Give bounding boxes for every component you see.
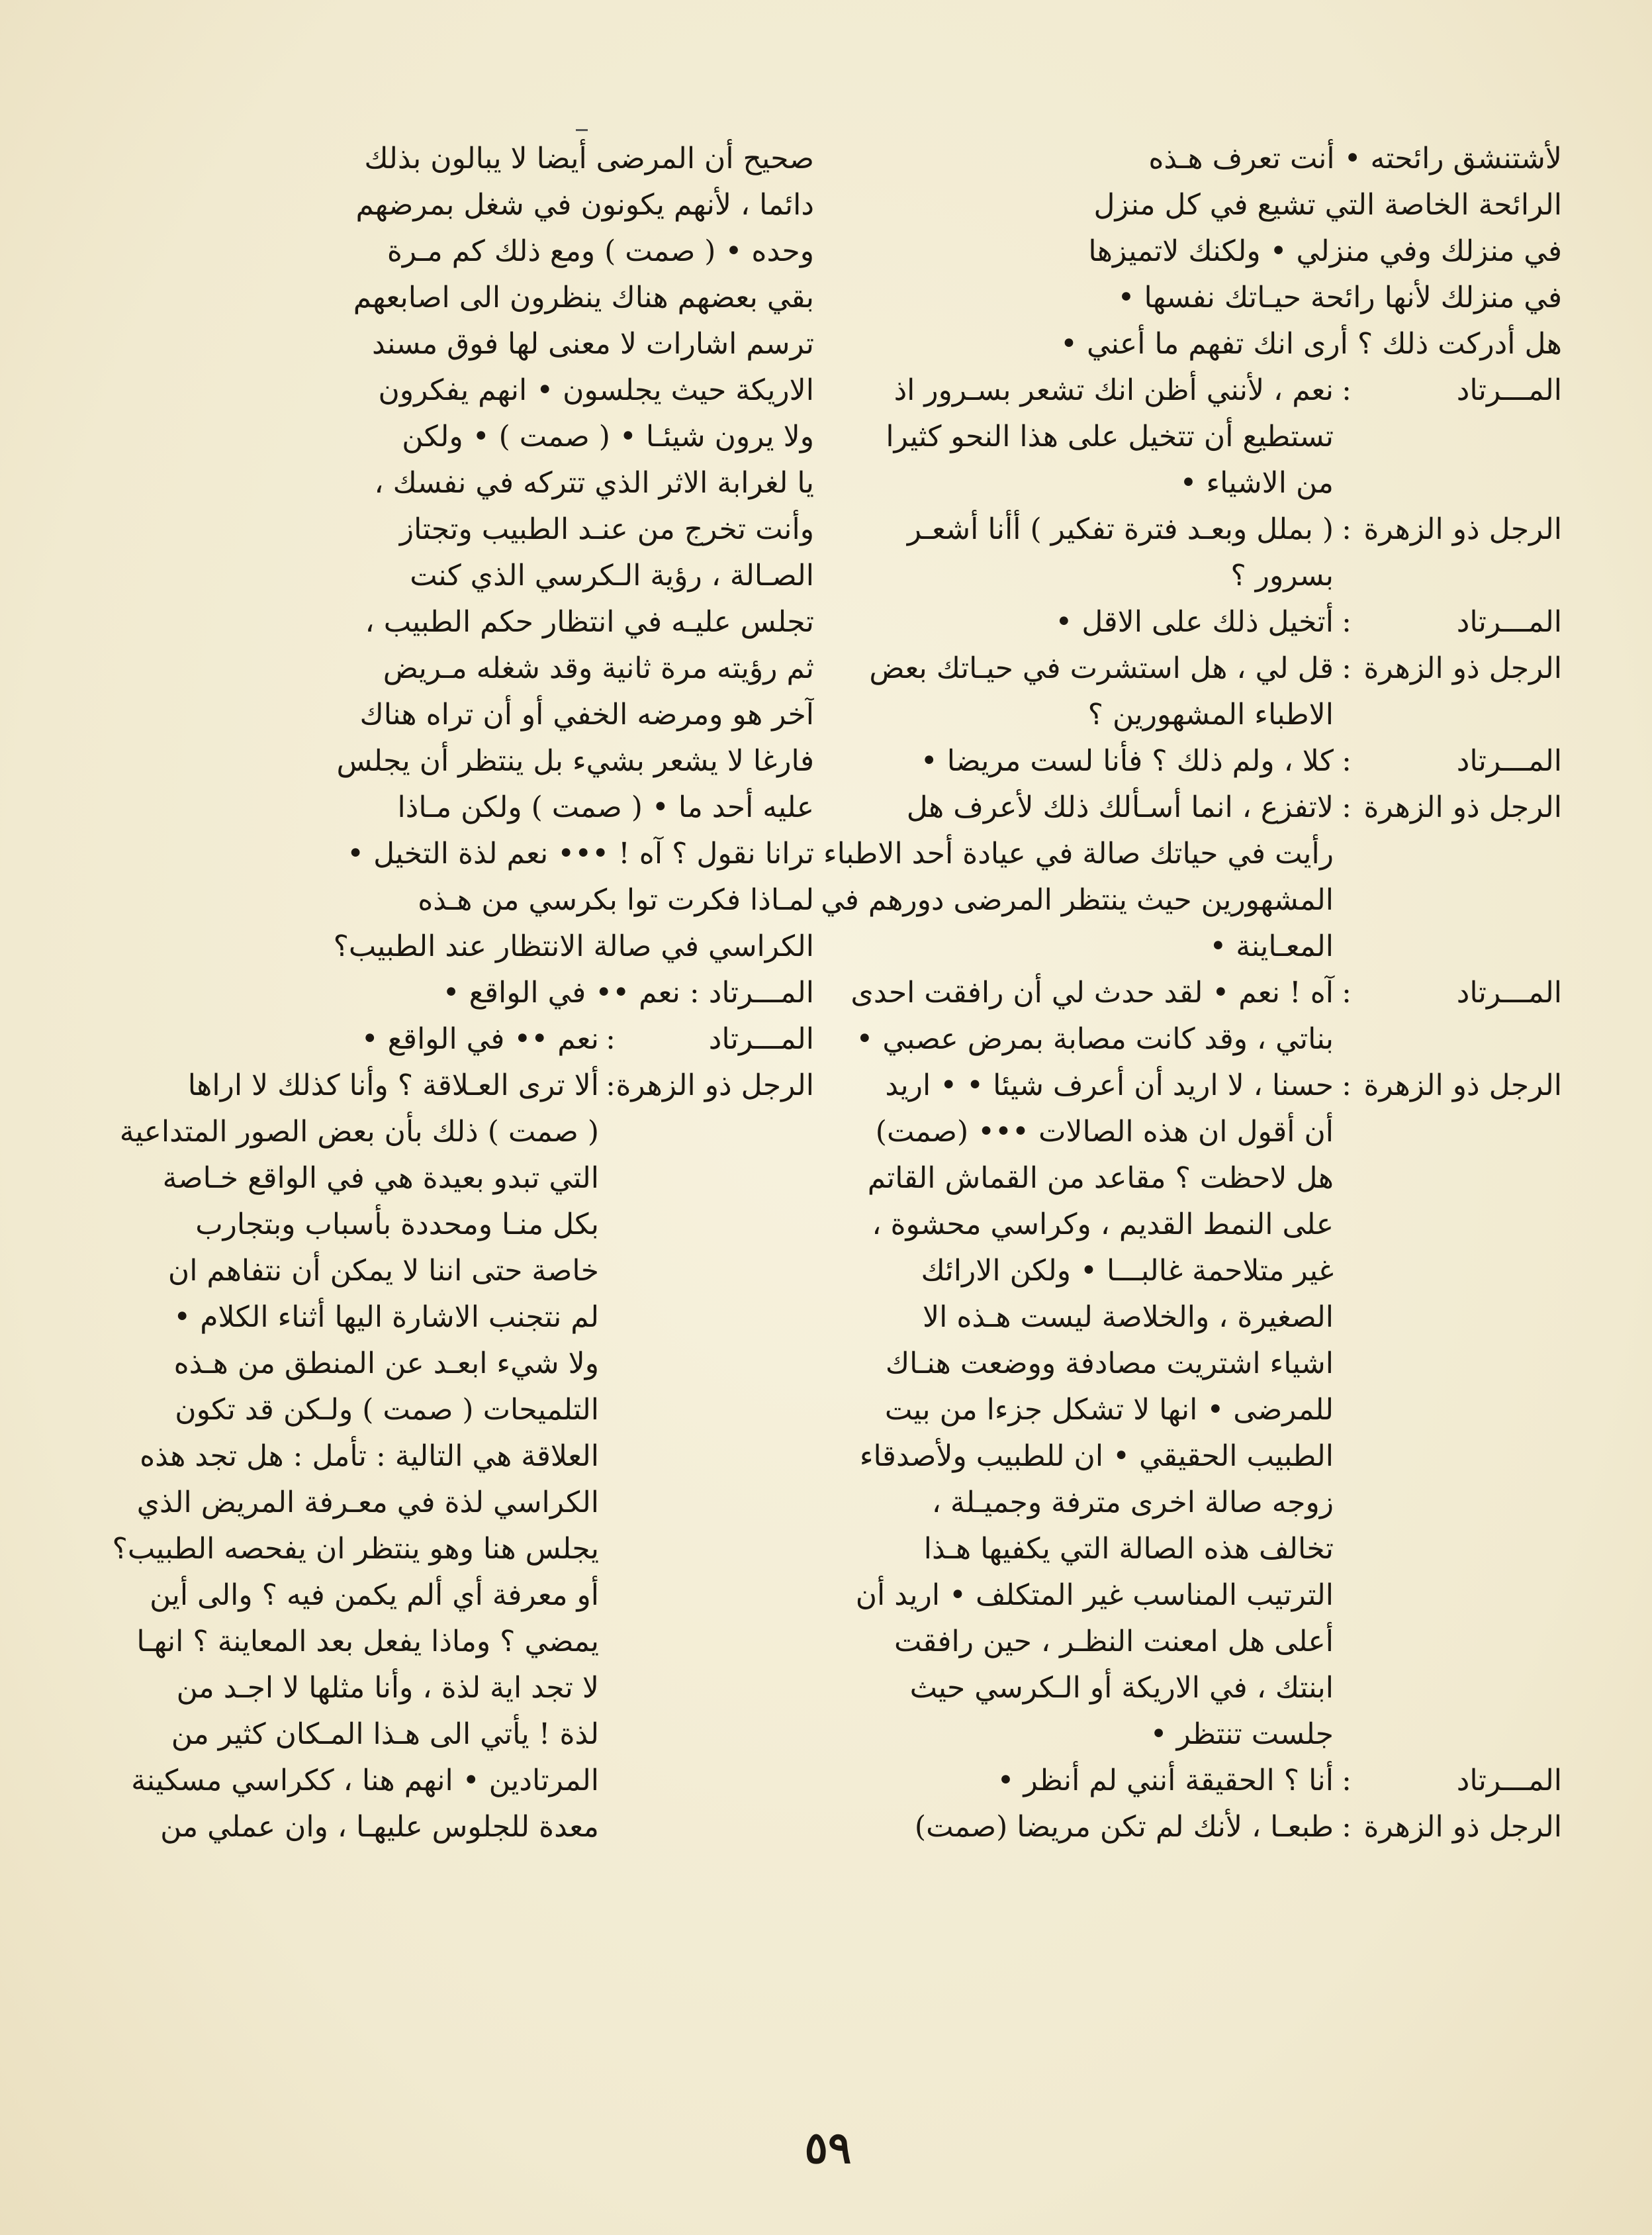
text-line: في منزلك لأنها رائحة حيـاتك نفسها • xyxy=(1117,281,1562,314)
text-line: المـــرتاد : نعم •• في الواقع • xyxy=(442,976,814,1010)
text-line: تجلس عليـه في انتظار حكم الطبيب ، xyxy=(365,605,814,639)
utterance-text: آه ! نعم • لقد حدث لي أن رافقت احدى xyxy=(850,976,1334,1010)
text-line: وحده • ( صمت ) ومع ذلك كم مـرة xyxy=(387,234,814,268)
text-line: ترسم اشارات لا معنى لها فوق مسند xyxy=(371,327,814,361)
text-line: عليه أحد ما • ( صمت ) ولكن مـاذا xyxy=(397,790,814,824)
text-line: الكراسي في صالة الانتظار عند الطبيب؟ xyxy=(333,929,814,963)
dialogue-line xyxy=(821,785,1562,831)
speaker-name: المـــرتاد xyxy=(1456,976,1562,1010)
text-line: ولا يرون شيئـا • ( صمت ) • ولكن xyxy=(402,420,814,453)
dialogue-line xyxy=(821,1804,1562,1850)
utterance-continuation: الكراسي لذة في معـرفة المريض الذي xyxy=(136,1486,599,1519)
utterance-continuation: تستطيع أن تتخيل على هذا النحو كثيرا xyxy=(886,420,1334,453)
utterance-continuation: لا تجد اية لذة ، وأنا مثلها لا اجـد من xyxy=(176,1671,599,1705)
utterance-text: نعم •• في الواقع • xyxy=(361,1022,599,1056)
utterance-continuation: اشياء اشتريت مصادفة ووضعت هنـاك xyxy=(885,1347,1334,1380)
utterance-continuation: المعـاينة • xyxy=(1209,929,1334,963)
utterance-text: ( بملل وبعـد فترة تفكير ) أأنا أشعـر xyxy=(907,512,1334,546)
utterance-text: كلا ، ولم ذلك ؟ فأنا لست مريضا • xyxy=(920,744,1334,778)
utterance-continuation: رأيت في حياتك صالة في عيادة أحد الاطباء xyxy=(823,837,1334,871)
speaker-separator: : xyxy=(1342,744,1352,778)
dialogue-line xyxy=(821,1063,1562,1109)
utterance-continuation: معدة للجلوس عليهـا ، وان عملي من xyxy=(160,1810,599,1844)
speaker-separator: : xyxy=(606,1022,616,1056)
utterance-continuation: التلميحات ( صمت ) ولـكن قد تكون xyxy=(175,1393,599,1427)
text-line: الصـالة ، رؤية الـكرسي الذي كنت xyxy=(410,559,814,593)
utterance-text: ألا ترى العـلاقة ؟ وأنا كذلك لا اراها xyxy=(187,1069,599,1102)
utterance-continuation: أن أقول ان هذه الصالات ••• (صمت) xyxy=(875,1115,1334,1149)
utterance-continuation: تخالف هذه الصالة التي يكفيها هـذا xyxy=(923,1532,1334,1566)
utterance-continuation: بناتي ، وقد كانت مصابة بمرض عصبي • xyxy=(856,1022,1334,1056)
speaker-separator: : xyxy=(1342,373,1352,407)
top-mark xyxy=(576,129,588,131)
utterance-text: طبعـا ، لأنك لم تكن مريضا (صمت) xyxy=(914,1810,1334,1844)
text-line: بقي بعضهم هناك ينظرون الى اصابعهم xyxy=(353,281,814,314)
speaker-separator: : xyxy=(1342,1764,1352,1797)
utterance-continuation: للمرضى • انها لا تشكل جزءا من بيت xyxy=(884,1393,1334,1427)
utterance-continuation: من الاشياء • xyxy=(1179,466,1334,500)
right-column xyxy=(821,136,1562,1850)
text-line: الاريكة حيث يجلسون • انهم يفكرون xyxy=(378,373,814,407)
utterance-continuation: غير متلاحمة غالبـــا • ولكن الارائك xyxy=(921,1254,1334,1288)
utterance-continuation: يجلس هنا وهو ينتظر ان يفحصه الطبيب؟ xyxy=(112,1532,599,1566)
dialogue-line xyxy=(86,1063,814,1109)
speaker-name: المـــرتاد xyxy=(1456,373,1562,407)
text-line: الرائحة الخاصة التي تشيع في كل منزل xyxy=(1093,188,1562,222)
utterance-continuation: المرتادين • انهم هنا ، ككراسي مسكينة xyxy=(131,1764,599,1797)
speaker-name: المـــرتاد xyxy=(1456,605,1562,639)
utterance-text: أتخيل ذلك على الاقل • xyxy=(1055,605,1334,639)
utterance-continuation: المشهورين حيث ينتظر المرضى دورهم في xyxy=(821,883,1334,917)
utterance-continuation: الترتيب المناسب غير المتكلف • اريد أن xyxy=(855,1578,1334,1612)
left-column xyxy=(86,136,814,1850)
speaker-name: المـــرتاد xyxy=(708,1022,814,1056)
utterance-continuation: يمضي ؟ وماذا يفعل بعد المعاينة ؟ انهـا xyxy=(136,1625,599,1658)
utterance-text: أنا ؟ الحقيقة أنني لم أنظر • xyxy=(997,1764,1334,1797)
page-number: ٥٩ xyxy=(804,2122,852,2173)
text-line: وأنت تخرج من عنـد الطبيب وتجتاز xyxy=(399,512,814,546)
speaker-name: الرجل ذو الزهرة xyxy=(1363,512,1562,546)
utterance-continuation: على النمط القديم ، وكراسي محشوة ، xyxy=(872,1208,1334,1241)
text-line: فارغا لا يشعر بشيء بل ينتظر أن يجلس xyxy=(336,744,814,778)
text-line: في منزلك وفي منزلي • ولكنك لاتميزها xyxy=(1088,234,1562,268)
speaker-separator: : xyxy=(1342,790,1352,824)
speaker-name: الرجل ذو الزهرة xyxy=(1363,1069,1562,1102)
dialogue-line xyxy=(821,970,1562,1016)
utterance-continuation: لذة ! يأتي الى هـذا المـكان كثير من xyxy=(171,1717,599,1751)
dialogue-line xyxy=(821,738,1562,785)
dialogue-line xyxy=(86,1016,814,1063)
utterance-text: حسنا ، لا اريد أن أعرف شيئا • • اريد xyxy=(885,1069,1334,1102)
text-line: صحيح أن المرضى أيضا لا يبالون بذلك xyxy=(364,142,814,175)
dialogue-line xyxy=(821,645,1562,692)
utterance-continuation: بكل منـا ومحددة بأسباب وبتجارب xyxy=(195,1208,599,1241)
speaker-name: المـــرتاد xyxy=(1456,744,1562,778)
dialogue-line xyxy=(821,506,1562,553)
text-line: لأشتنشق رائحته • أنت تعرف هـذه xyxy=(1148,142,1562,175)
utterance-continuation: لم نتجنب الاشارة اليها أثناء الكلام • xyxy=(173,1300,599,1334)
speaker-separator: : xyxy=(1342,1810,1352,1844)
speaker-name: المـــرتاد xyxy=(1456,1764,1562,1797)
utterance-continuation: العلاقة هي التالية : تأمل : هل تجد هذه xyxy=(140,1439,599,1473)
utterance-continuation: الصغيرة ، والخلاصة ليست هـذه الا xyxy=(923,1300,1334,1334)
utterance-text: لاتفزع ، انما أسـألك ذلك لأعرف هل xyxy=(906,790,1334,824)
utterance-continuation: الاطباء المشهورين ؟ xyxy=(1087,698,1334,732)
utterance-continuation: زوجه صالة اخرى مترفة وجميـلة ، xyxy=(931,1486,1334,1519)
utterance-continuation: بسرور ؟ xyxy=(1230,559,1334,593)
utterance-continuation: التي تبدو بعيدة هي في الواقع خـاصة xyxy=(162,1161,599,1195)
text-line: آخر هو ومرضه الخفي أو أن تراه هناك xyxy=(359,698,814,732)
utterance-continuation: هل لاحظت ؟ مقاعد من القماش القاتم xyxy=(867,1161,1334,1195)
text-line: ترانا نقول ؟ آه ! ••• نعم لذة التخيل • xyxy=(347,837,814,871)
utterance-continuation: ولا شيء ابعـد عن المنطق من هـذه xyxy=(173,1347,599,1380)
dialogue-line xyxy=(821,367,1562,414)
utterance-continuation: أعلى هل امعنت النظـر ، حين رافقت xyxy=(894,1625,1334,1658)
utterance-text: قل لي ، هل استشرت في حيـاتك بعض xyxy=(869,651,1334,685)
speaker-separator: : xyxy=(1342,651,1352,685)
text-line: ثم رؤيته مرة ثانية وقد شغله مـريض xyxy=(383,651,814,685)
utterance-continuation: خاصة حتى اننا لا يمكن أن نتفاهم ان xyxy=(167,1254,599,1288)
text-line: دائما ، لأنهم يكونون في شغل بمرضهم xyxy=(355,188,814,222)
dialogue-line xyxy=(821,1758,1562,1804)
speaker-separator: : xyxy=(1342,512,1352,546)
utterance-continuation: جلست تنتظر • xyxy=(1150,1717,1334,1751)
speaker-name: الرجل ذو الزهرة xyxy=(1363,790,1562,824)
speaker-separator: : xyxy=(1342,1069,1352,1102)
utterance-continuation: ابنتك ، في الاريكة أو الـكرسي حيث xyxy=(909,1671,1334,1705)
text-line: هل أدركت ذلك ؟ أرى انك تفهم ما أعني • xyxy=(1060,327,1562,361)
speaker-separator: : xyxy=(1342,976,1352,1010)
speaker-separator: : xyxy=(1342,605,1352,639)
utterance-continuation: الطبيب الحقيقي • ان للطبيب ولأصدقاء xyxy=(859,1439,1334,1473)
speaker-separator: : xyxy=(606,1069,616,1102)
speaker-name: الرجل ذو الزهرة xyxy=(616,1069,814,1102)
utterance-continuation: أو معرفة أي ألم يكمن فيه ؟ والى أين xyxy=(150,1578,599,1612)
utterance-continuation: ( صمت ) ذلك بأن بعض الصور المتداعية xyxy=(119,1115,599,1149)
speaker-name: الرجل ذو الزهرة xyxy=(1363,1810,1562,1844)
text-line: يا لغرابة الاثر الذي تتركه في نفسك ، xyxy=(374,466,814,500)
speaker-name: الرجل ذو الزهرة xyxy=(1363,651,1562,685)
text-line: لمـاذا فكرت توا بكرسي من هـذه xyxy=(418,883,814,917)
dialogue-line xyxy=(821,599,1562,645)
utterance-text: نعم ، لأنني أظن انك تشعر بسـرور اذ xyxy=(894,373,1334,407)
